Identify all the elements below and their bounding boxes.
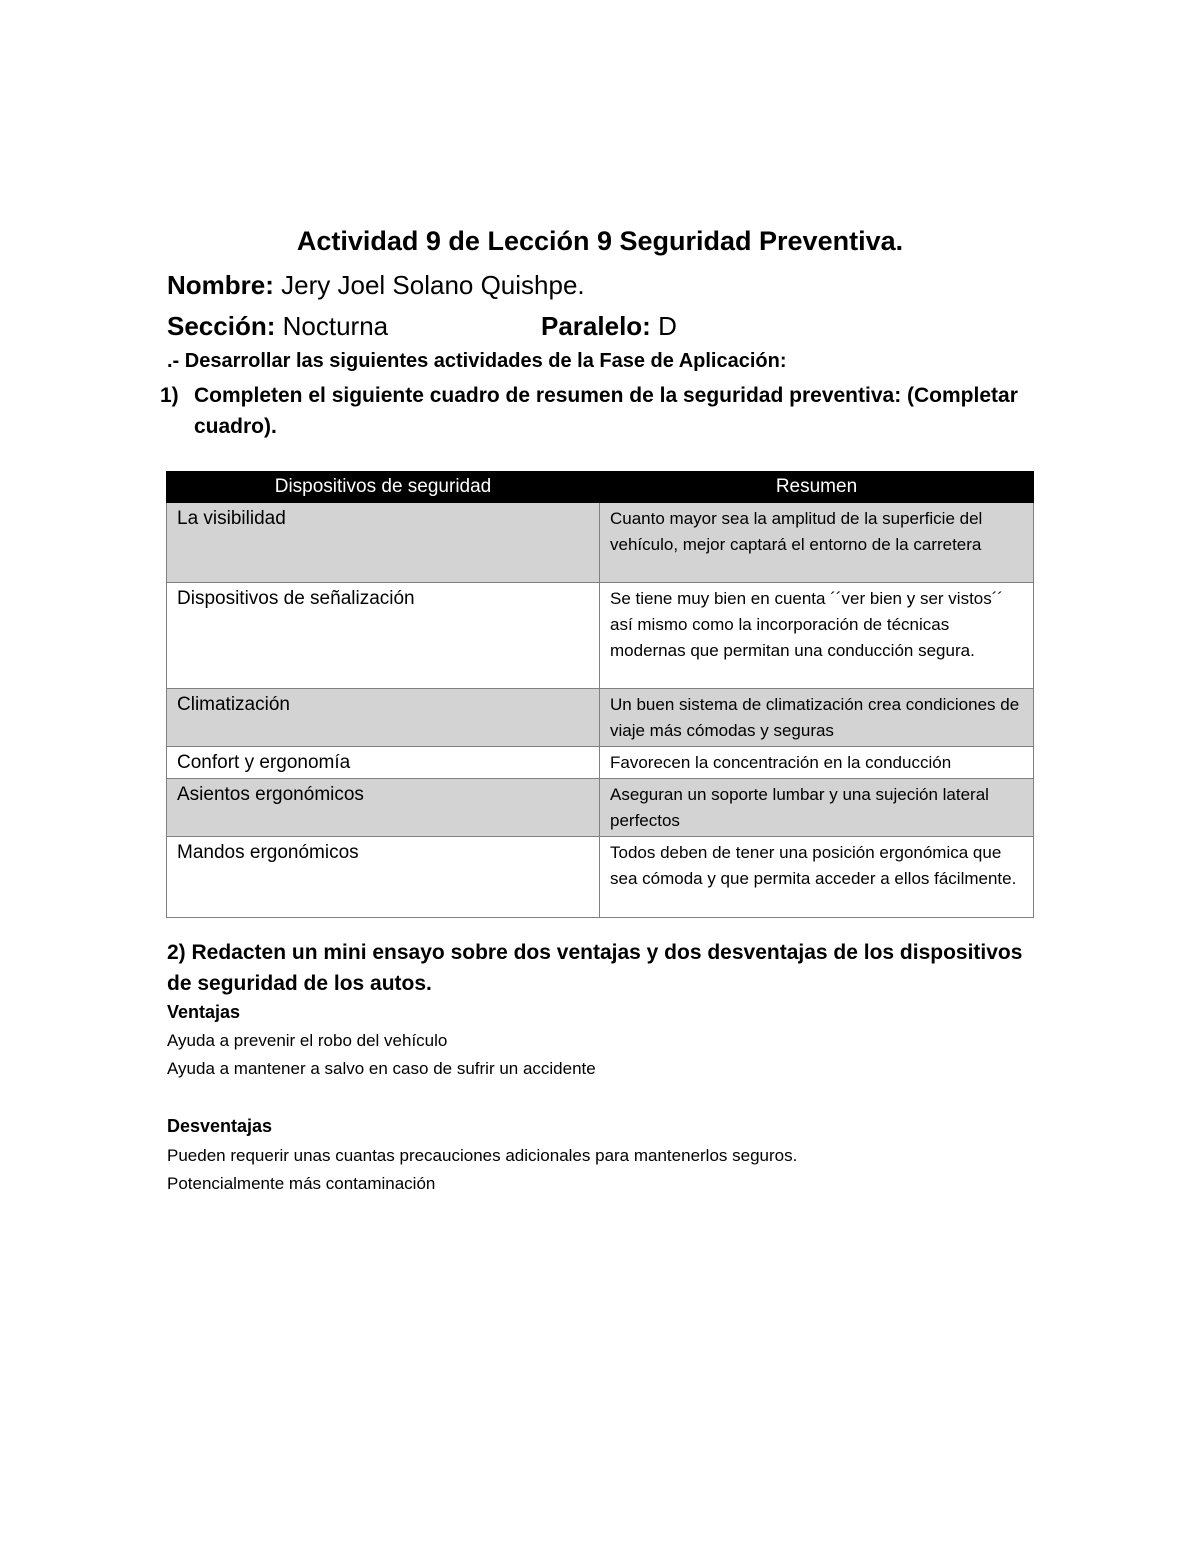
- table-row: [167, 837, 1034, 918]
- device-cell: Mandos ergonómicos: [167, 837, 600, 918]
- summary-cell: Todos deben de tener una posición ergonómica que sea cómoda y que permita acceder a ellos fácilmente.: [600, 837, 1034, 918]
- header-summary: Resumen: [600, 472, 1034, 503]
- summary-cell: Cuanto mayor sea la amplitud de la superficie del vehículo, mejor captará el entorno de la carretera: [600, 503, 1034, 583]
- disadvantage-item: Pueden requerir unas cuantas precauciones adicionales para mantenerlos seguros.: [167, 1146, 798, 1165]
- section-value: Nocturna: [282, 311, 389, 341]
- section-label: Sección:: [167, 311, 276, 341]
- device-cell: Climatización: [167, 689, 600, 747]
- question-2: 2) Redacten un mini ensayo sobre dos ventajas y dos desventajas de los dispositivos de seguridad de los autos.: [167, 941, 1023, 995]
- table-header-row: [167, 472, 1034, 503]
- parallel-line: [541, 311, 677, 342]
- device-cell: Asientos ergonómicos: [167, 779, 600, 837]
- document-title: Actividad 9 de Lección 9 Seguridad Preventiva.: [296, 226, 904, 256]
- section-line: [167, 311, 388, 342]
- advantages-heading: Ventajas: [167, 1002, 241, 1022]
- summary-cell: Se tiene muy bien en cuenta ´´ver bien y ser vistos´´ así mismo como la incorporación de técnicas modernas que permitan una conducción segura.: [600, 583, 1034, 689]
- table-row: [167, 689, 1034, 747]
- advantage-item: Ayuda a prevenir el robo del vehículo: [167, 1031, 448, 1050]
- name-value: Jery Joel Solano Quishpe.: [281, 270, 585, 300]
- table-row: [167, 779, 1034, 837]
- table-row: [167, 583, 1034, 689]
- question-1: [160, 380, 1030, 442]
- device-cell: La visibilidad: [167, 503, 600, 583]
- advantage-item: Ayuda a mantener a salvo en caso de sufrir un accidente: [167, 1059, 596, 1078]
- parallel-value: D: [658, 311, 677, 341]
- summary-table: [166, 471, 1034, 918]
- summary-cell: Favorecen la concentración en la conducción: [600, 747, 1034, 779]
- summary-cell: Aseguran un soporte lumbar y una sujeción lateral perfectos: [600, 779, 1034, 837]
- disadvantage-item: Potencialmente más contaminación: [167, 1174, 436, 1193]
- parallel-label: Paralelo:: [541, 311, 651, 341]
- table-row: [167, 747, 1034, 779]
- header-devices: Dispositivos de seguridad: [167, 472, 600, 503]
- device-cell: Dispositivos de señalización: [167, 583, 600, 689]
- instruction: .- Desarrollar las siguientes actividades de la Fase de Aplicación:: [167, 350, 787, 372]
- disadvantages-heading: Desventajas: [167, 1116, 273, 1136]
- question-1-text: Completen el siguiente cuadro de resumen de la seguridad preventiva: (Completar cuadro).: [194, 384, 1018, 438]
- name-label: Nombre:: [167, 270, 274, 300]
- table-row: [167, 503, 1034, 583]
- summary-cell: Un buen sistema de climatización crea condiciones de viaje más cómodas y seguras: [600, 689, 1034, 747]
- question-1-number: 1): [160, 384, 179, 407]
- name-line: [167, 270, 585, 301]
- device-cell: Confort y ergonomía: [167, 747, 600, 779]
